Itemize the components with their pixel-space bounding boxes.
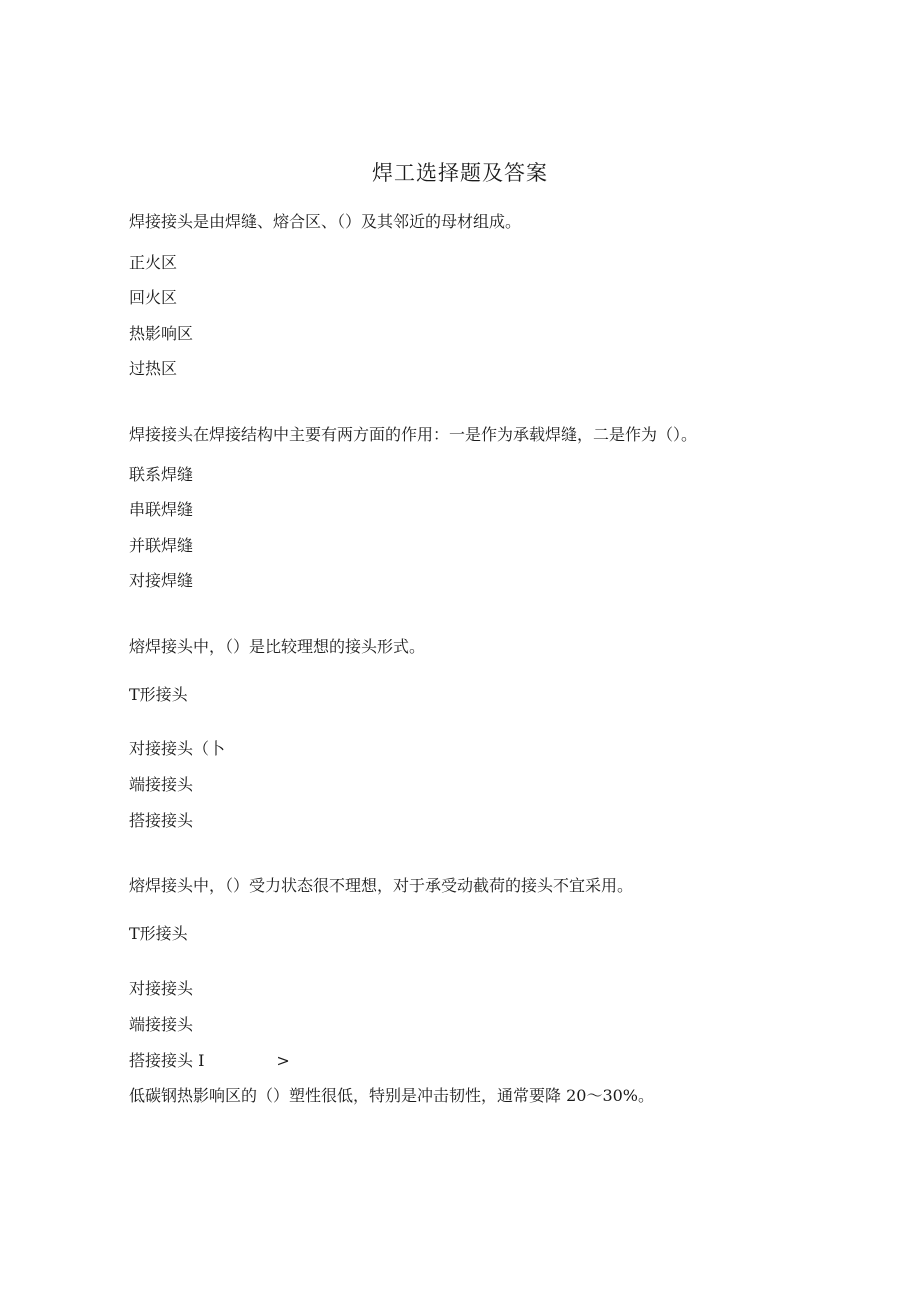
question-2-option-a: 联系焊缝 [129, 465, 194, 484]
question-1-option-c: 热影响区 [129, 324, 194, 343]
question-5-stem: 低碳钢热影响区的（）塑性很低，特别是冲击韧性，通常要降 20～30%。 [129, 1086, 655, 1105]
question-3-stem: 熔焊接头中，（）是比较理想的接头形式。 [129, 637, 426, 656]
question-1-option-d: 过热区 [129, 359, 178, 378]
document-title: 焊工选择题及答案 [372, 161, 548, 185]
question-2-stem: 焊接接头在焊接结构中主要有两方面的作用：一是作为承载焊缝，二是作为（）。 [129, 425, 698, 444]
question-4-option-b: 对接接头 [129, 979, 194, 998]
question-4-option-d-text: 搭接接头 I [129, 1051, 205, 1070]
question-1-option-b: 回火区 [129, 288, 178, 307]
question-4-option-a: T形接头 [129, 924, 188, 943]
question-3-option-b: 对接接头（卜 [129, 739, 226, 758]
question-3-option-c: 端接接头 [129, 775, 194, 794]
question-1-option-a: 正火区 [129, 253, 178, 272]
question-4-option-d-mark: > [276, 1051, 290, 1070]
question-2-option-b: 串联焊缝 [129, 500, 194, 519]
question-3-option-a: T形接头 [129, 685, 188, 704]
question-2-option-c: 并联焊缝 [129, 536, 194, 555]
question-4-stem: 熔焊接头中，（）受力状态很不理想，对于承受动截荷的接头不宜采用。 [129, 876, 634, 895]
question-4-option-c: 端接接头 [129, 1015, 194, 1034]
question-3-option-d: 搭接接头 [129, 811, 194, 830]
question-4-option-d [129, 1051, 290, 1071]
question-2-option-d: 对接焊缝 [129, 571, 194, 590]
question-1-stem: 焊接接头是由焊缝、熔合区、（）及其邻近的母材组成。 [129, 212, 522, 231]
